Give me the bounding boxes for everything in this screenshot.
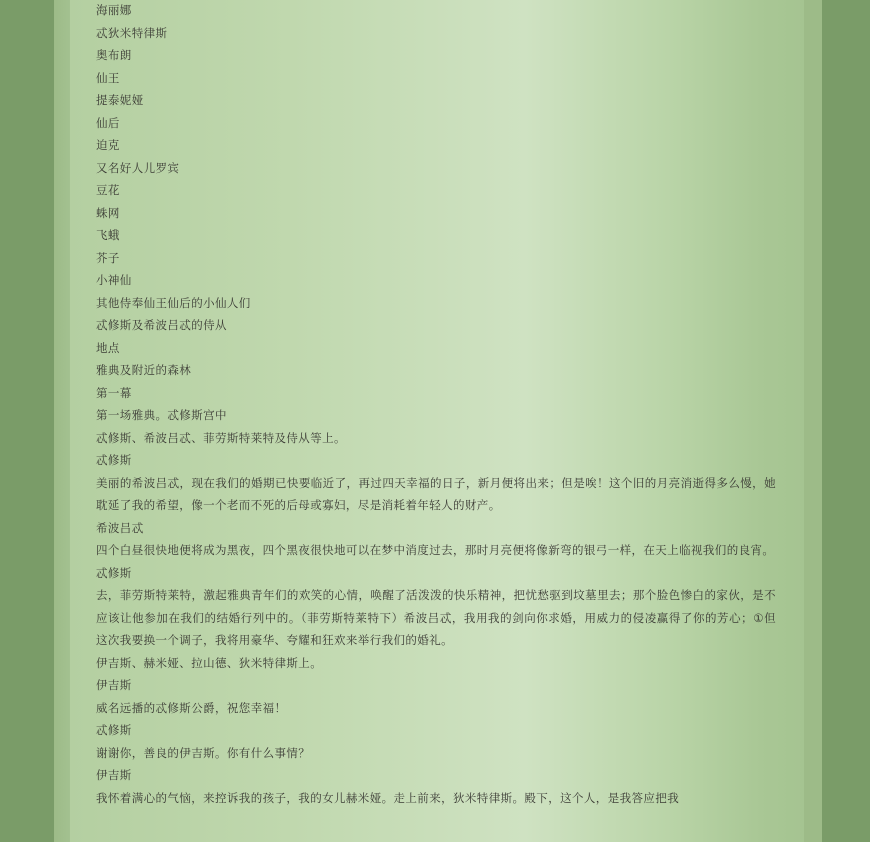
character-name: 仙后 (96, 115, 120, 130)
character-name: 海丽娜 (96, 3, 132, 17)
document-body (96, 0, 786, 809)
character-name: 其他侍奉仙王仙后的小仙人们 (96, 295, 251, 310)
character-name: 迫克 (96, 138, 120, 152)
speaker-name: 伊吉斯 (96, 768, 132, 782)
setting-text: 雅典及附近的森林 (96, 363, 192, 377)
character-name: 小神仙 (96, 273, 132, 287)
character-name: 蛛网 (96, 205, 120, 220)
speaker-name: 忒修斯 (96, 723, 132, 737)
stage-direction: 伊吉斯、赫米娅、拉山德、狄米特律斯上。 (96, 655, 323, 670)
character-name: 飞蛾 (96, 228, 120, 242)
dialogue-line: 我怀着满心的气恼，来控诉我的孩子，我的女儿赫米娅。走上前来，狄米特律斯。殿下，这个人，是我答应把我 (96, 790, 680, 805)
character-name: 忒狄米特律斯 (96, 25, 168, 40)
dialogue-line: 用威力的侵凌赢得了你的芳心；①但这次我要换一个调子，我将用豪华、夸耀和狂欢来举行我们的婚礼。 (96, 610, 776, 647)
act-heading: 第一幕 (96, 385, 132, 400)
character-name: 奥布朗 (96, 48, 132, 62)
dialogue-line: 威名远播的忒修斯公爵，祝您幸福！ (96, 700, 287, 715)
speaker-name: 希波吕忒 (96, 520, 144, 535)
character-name: 又名好人儿罗宾 (96, 160, 180, 175)
speaker-name: 伊吉斯 (96, 678, 132, 692)
dialogue-line: 去，菲劳斯特莱特，激起雅典青年们的欢笑的心情，唤醒了活泼泼的快乐精神，把忧愁驱到坟墓里去；那个脸色 (96, 588, 681, 602)
speaker-name: 忒修斯 (96, 565, 132, 580)
setting-heading: 地点 (96, 340, 120, 355)
dialogue-paragraph (96, 472, 776, 517)
dialogue-line: 四个白昼很快地便将成为黑夜，四个黑夜很快地可以在梦中消度过去，那时月亮便将像新弯的银弓一样，在天上 (96, 543, 680, 557)
character-name: 忒修斯及希波吕忒的侍从 (96, 318, 227, 332)
dialogue-line: 惨白的家伙，是不应该让他参加在我们的结婚行列中的。（菲劳斯特莱特下）希波吕忒，我用我的剑向你求婚， (96, 588, 777, 625)
dialogue-line: 临视我们的良宵。 (679, 543, 775, 557)
stage-direction: 忒修斯、希波吕忒、菲劳斯特莱特及侍从等上。 (96, 430, 346, 445)
character-name: 提泰妮娅 (96, 93, 144, 107)
speaker-name: 忒修斯 (96, 453, 132, 467)
character-name: 仙王 (96, 70, 120, 85)
character-name: 芥子 (96, 250, 120, 265)
character-name: 豆花 (96, 183, 120, 197)
dialogue-line: 谢谢你，善良的伊吉斯。你有什么事情？ (96, 745, 311, 760)
dialogue-line: 消逝得多么慢，她耽延了我的希望，像一个老而不死的后母或寡妇，尽是消耗着年轻人的财产。 (96, 475, 777, 512)
dialogue-line: 美丽的希波吕忒，现在我们的婚期已快要临近了，再过四天幸福的日子，新月便将出来；但是唉！这个旧的月亮 (96, 475, 681, 490)
scene-heading: 第一场雅典。忒修斯宫中 (96, 408, 227, 422)
page-frame-right (804, 0, 822, 842)
dialogue-paragraph (96, 584, 776, 652)
dialogue-paragraph (96, 539, 776, 562)
